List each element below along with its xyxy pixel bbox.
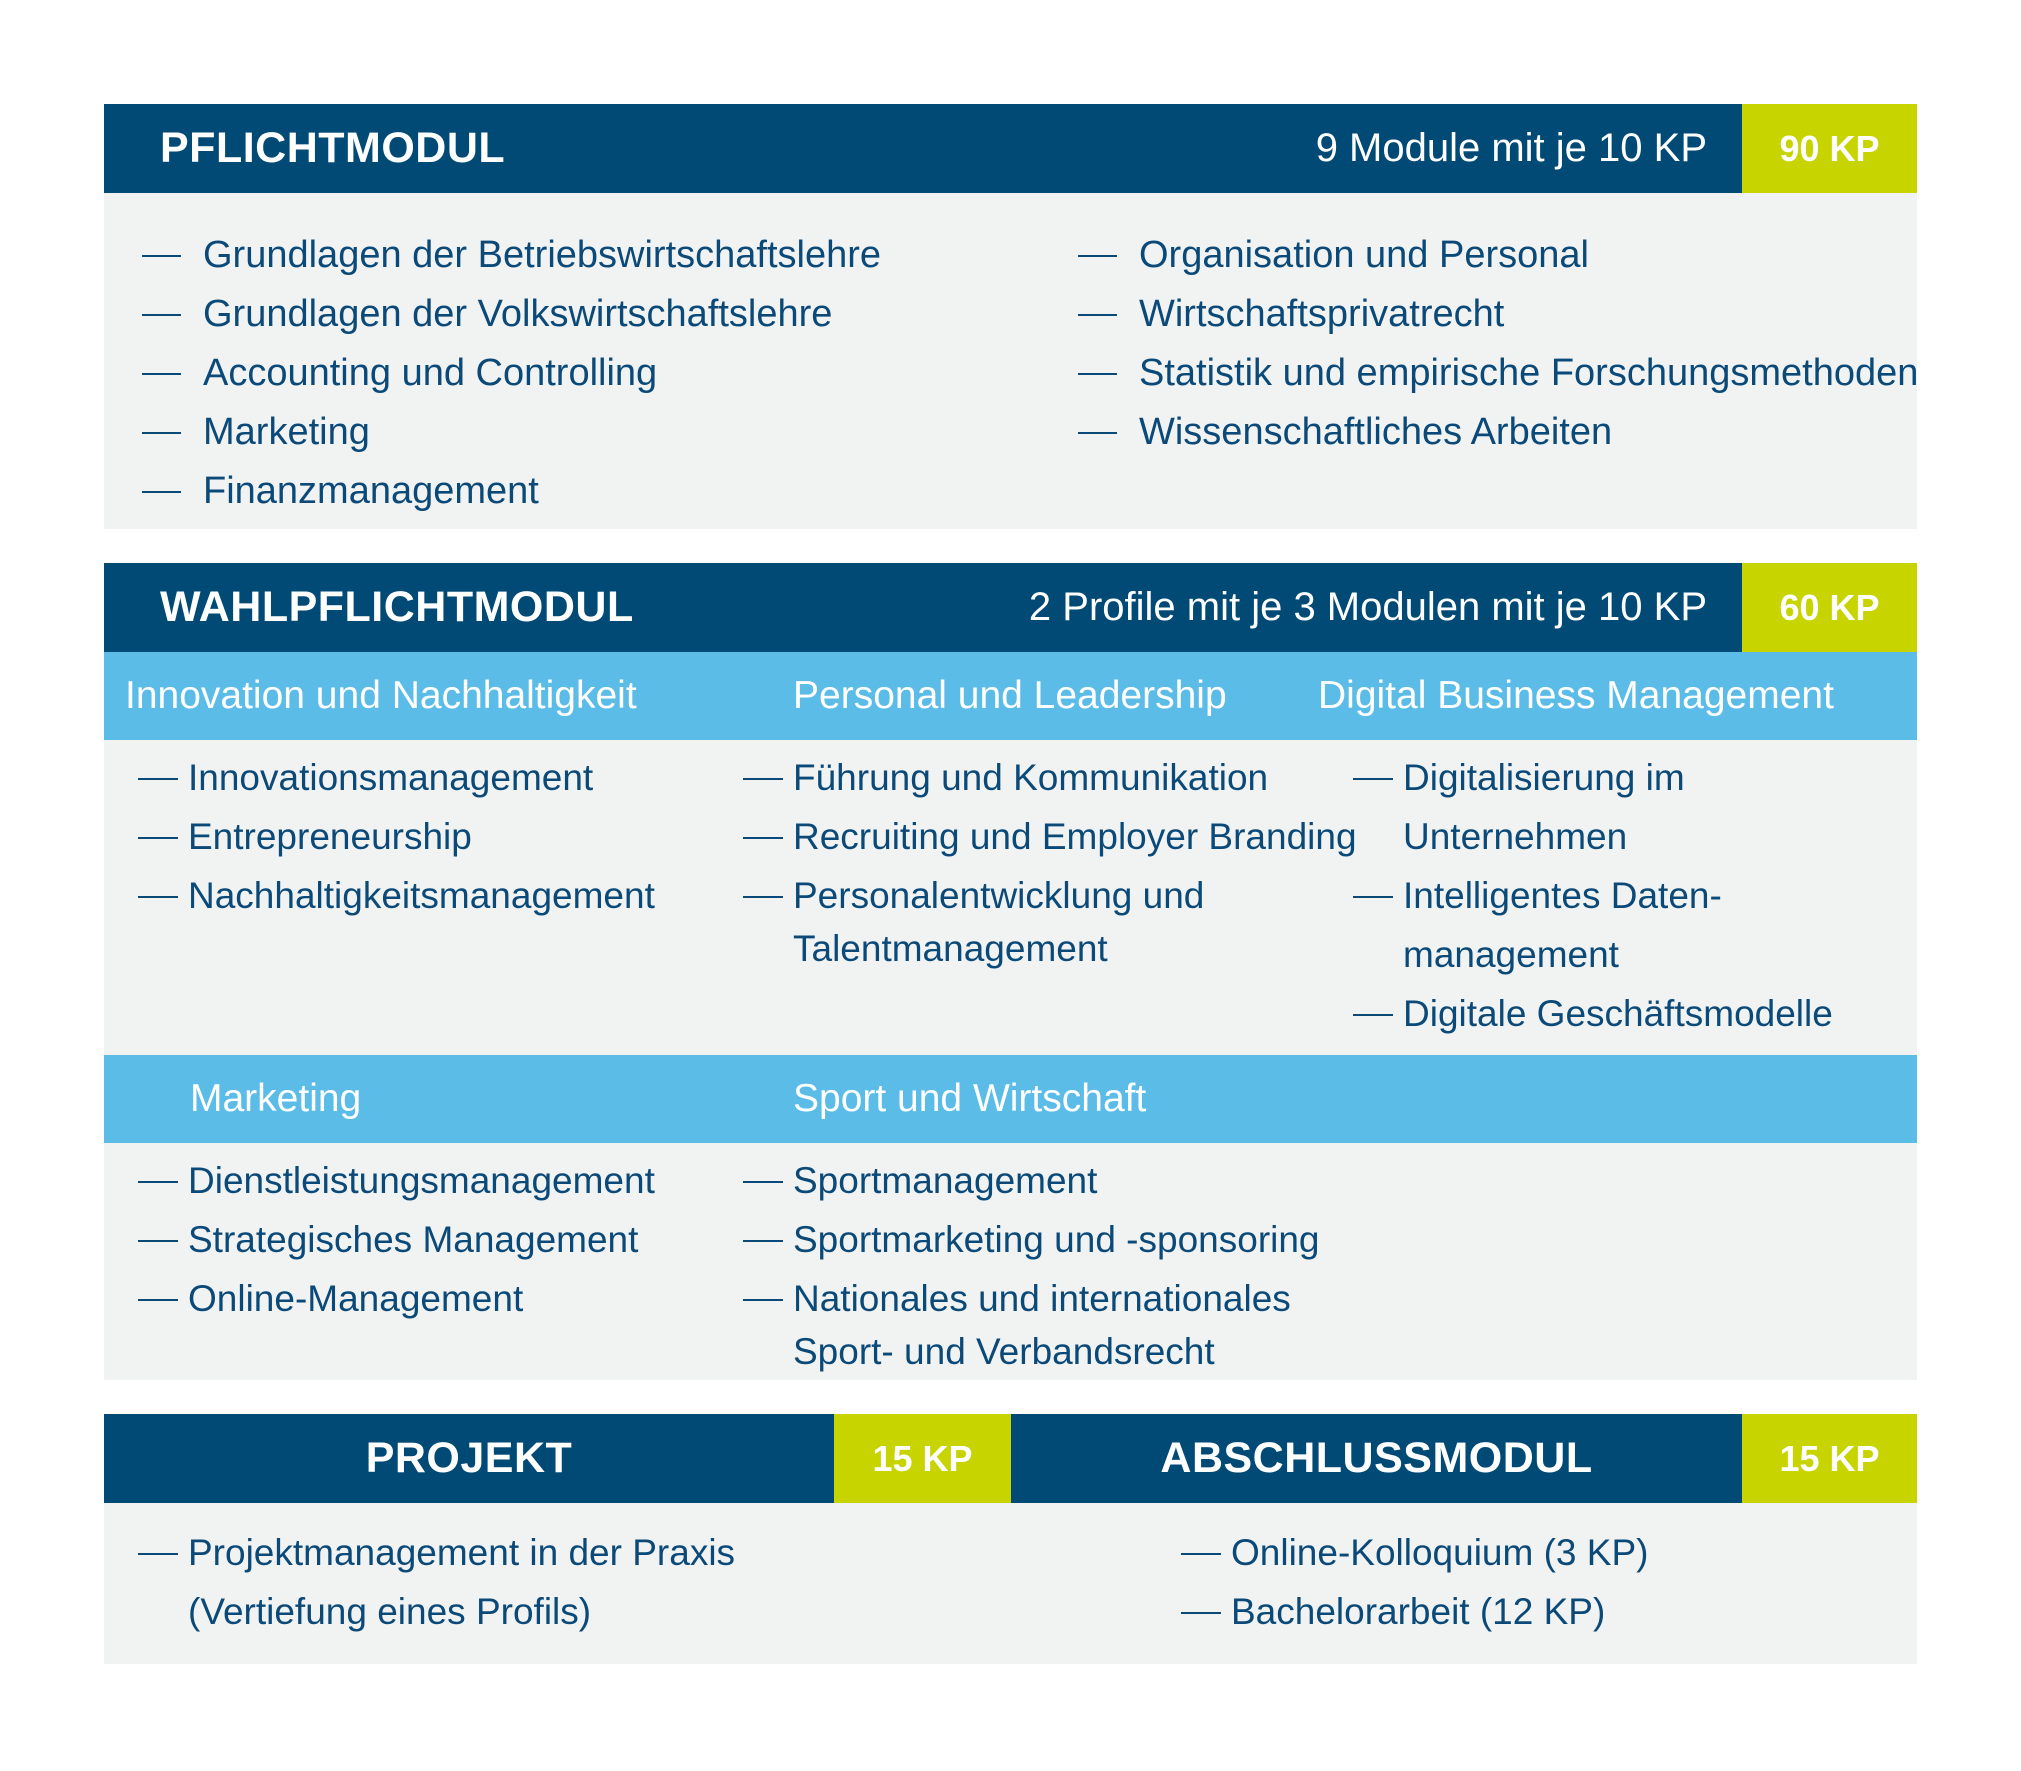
profile-title-personal: Personal und Leadership xyxy=(793,674,1227,717)
profile-list-innovation xyxy=(138,748,655,925)
dash-bullet-icon xyxy=(138,778,178,780)
abschlussmodul-title: ABSCHLUSSMODUL xyxy=(1160,1434,1593,1482)
pflichtmodul-header xyxy=(104,104,1742,193)
pflichtmodul-body xyxy=(104,193,1917,529)
pflichtmodul-right-list xyxy=(1078,226,1918,462)
list-item: Online-Kolloquium (3 KP) xyxy=(1181,1523,1648,1582)
list-item: Intelligentes Daten- management xyxy=(1353,866,1833,984)
dash-bullet-icon xyxy=(743,1240,783,1242)
dash-bullet-icon xyxy=(743,896,783,898)
projekt-title: PROJEKT xyxy=(365,1434,573,1482)
dash-bullet-icon xyxy=(743,1181,783,1183)
list-item: Recruiting und Employer Branding xyxy=(743,807,1357,866)
dash-bullet-icon xyxy=(743,778,783,780)
list-item: Digitalisierung im Unternehmen xyxy=(1353,748,1833,866)
abschlussmodul-header xyxy=(1011,1414,1742,1503)
dash-bullet-icon xyxy=(1181,1553,1221,1555)
list-item: Statistik und empirische Forschungsmethoden xyxy=(1078,344,1918,403)
profile-list-digital xyxy=(1353,748,1833,1043)
list-item: Strategisches Management xyxy=(138,1210,655,1269)
list-item: Wirtschaftsprivatrecht xyxy=(1078,285,1918,344)
list-item: Sportmanagement xyxy=(743,1151,1320,1210)
abschlussmodul-credits-badge: 15 KP xyxy=(1742,1414,1917,1503)
pflichtmodul-subtitle: 9 Module mit je 10 KP xyxy=(1315,126,1707,170)
list-item: Projektmanagement in der Praxis (Vertiefung eines Profils) xyxy=(138,1523,735,1641)
dash-bullet-icon xyxy=(1078,432,1117,434)
profile-title-sport: Sport und Wirtschaft xyxy=(793,1077,1147,1120)
dash-bullet-icon xyxy=(138,1240,178,1242)
list-item: Online-Management xyxy=(138,1269,655,1328)
list-item: Wissenschaftliches Arbeiten xyxy=(1078,403,1918,462)
dash-bullet-icon xyxy=(138,1299,178,1301)
profile-header-row-1 xyxy=(104,652,1917,740)
list-item: Grundlagen der Betriebswirtschaftslehre xyxy=(142,226,881,285)
list-item: Sportmarketing und -sponsoring xyxy=(743,1210,1320,1269)
profile-list-personal xyxy=(743,748,1357,972)
pflichtmodul-title: PFLICHTMODUL xyxy=(160,124,506,172)
profile-title-innovation: Innovation und Nachhaltigkeit xyxy=(125,674,637,717)
profile-body-row-2 xyxy=(104,1143,1917,1380)
list-item: Bachelorarbeit (12 KP) xyxy=(1181,1582,1648,1641)
profile-title-marketing: Marketing xyxy=(190,1077,362,1120)
list-item: Personalentwicklung und Talentmanagement xyxy=(743,866,1357,972)
projekt-credits-badge: 15 KP xyxy=(834,1414,1011,1503)
list-item: Führung und Kommunikation xyxy=(743,748,1357,807)
dash-bullet-icon xyxy=(1078,373,1117,375)
dash-bullet-icon xyxy=(142,432,181,434)
dash-bullet-icon xyxy=(142,373,181,375)
pflichtmodul-left-list xyxy=(142,226,881,521)
dash-bullet-icon xyxy=(743,837,783,839)
dash-bullet-icon xyxy=(1078,314,1117,316)
list-item: Nationales und internationales Sport- und Verbandsrecht xyxy=(743,1269,1320,1375)
projekt-header xyxy=(104,1414,834,1503)
profile-list-marketing xyxy=(138,1151,655,1328)
dash-bullet-icon xyxy=(138,1181,178,1183)
list-item: Dienstleistungsmanagement xyxy=(138,1151,655,1210)
profile-list-sport xyxy=(743,1151,1320,1375)
dash-bullet-icon xyxy=(138,1553,178,1555)
dash-bullet-icon xyxy=(138,896,178,898)
dash-bullet-icon xyxy=(1078,255,1117,257)
dash-bullet-icon xyxy=(142,491,181,493)
pflichtmodul-credits-badge: 90 KP xyxy=(1742,104,1917,193)
list-item: Entrepreneurship xyxy=(138,807,655,866)
wahlpflichtmodul-credits-badge: 60 KP xyxy=(1742,563,1917,652)
dash-bullet-icon xyxy=(1181,1612,1221,1614)
dash-bullet-icon xyxy=(1353,896,1393,898)
list-item: Nachhaltigkeitsmanagement xyxy=(138,866,655,925)
dash-bullet-icon xyxy=(1353,1014,1393,1016)
projekt-list xyxy=(138,1523,735,1641)
wahlpflichtmodul-title: WAHLPFLICHTMODUL xyxy=(160,583,634,631)
dash-bullet-icon xyxy=(1353,778,1393,780)
dash-bullet-icon xyxy=(743,1299,783,1301)
profile-header-row-2 xyxy=(104,1055,1917,1143)
list-item: Innovationsmanagement xyxy=(138,748,655,807)
list-item: Marketing xyxy=(142,403,881,462)
wahlpflichtmodul-header xyxy=(104,563,1742,652)
list-item: Accounting und Controlling xyxy=(142,344,881,403)
projekt-abschluss-body xyxy=(104,1503,1917,1664)
dash-bullet-icon xyxy=(142,255,181,257)
profile-title-digital: Digital Business Management xyxy=(1318,674,1834,717)
abschlussmodul-list xyxy=(1181,1523,1648,1641)
profile-body-row-1 xyxy=(104,740,1917,1055)
list-item: Organisation und Personal xyxy=(1078,226,1918,285)
dash-bullet-icon xyxy=(138,837,178,839)
list-item: Grundlagen der Volkswirtschaftslehre xyxy=(142,285,881,344)
wahlpflichtmodul-subtitle: 2 Profile mit je 3 Modulen mit je 10 KP xyxy=(1028,585,1707,629)
dash-bullet-icon xyxy=(142,314,181,316)
list-item: Finanzmanagement xyxy=(142,462,881,521)
list-item: Digitale Geschäftsmodelle xyxy=(1353,984,1833,1043)
